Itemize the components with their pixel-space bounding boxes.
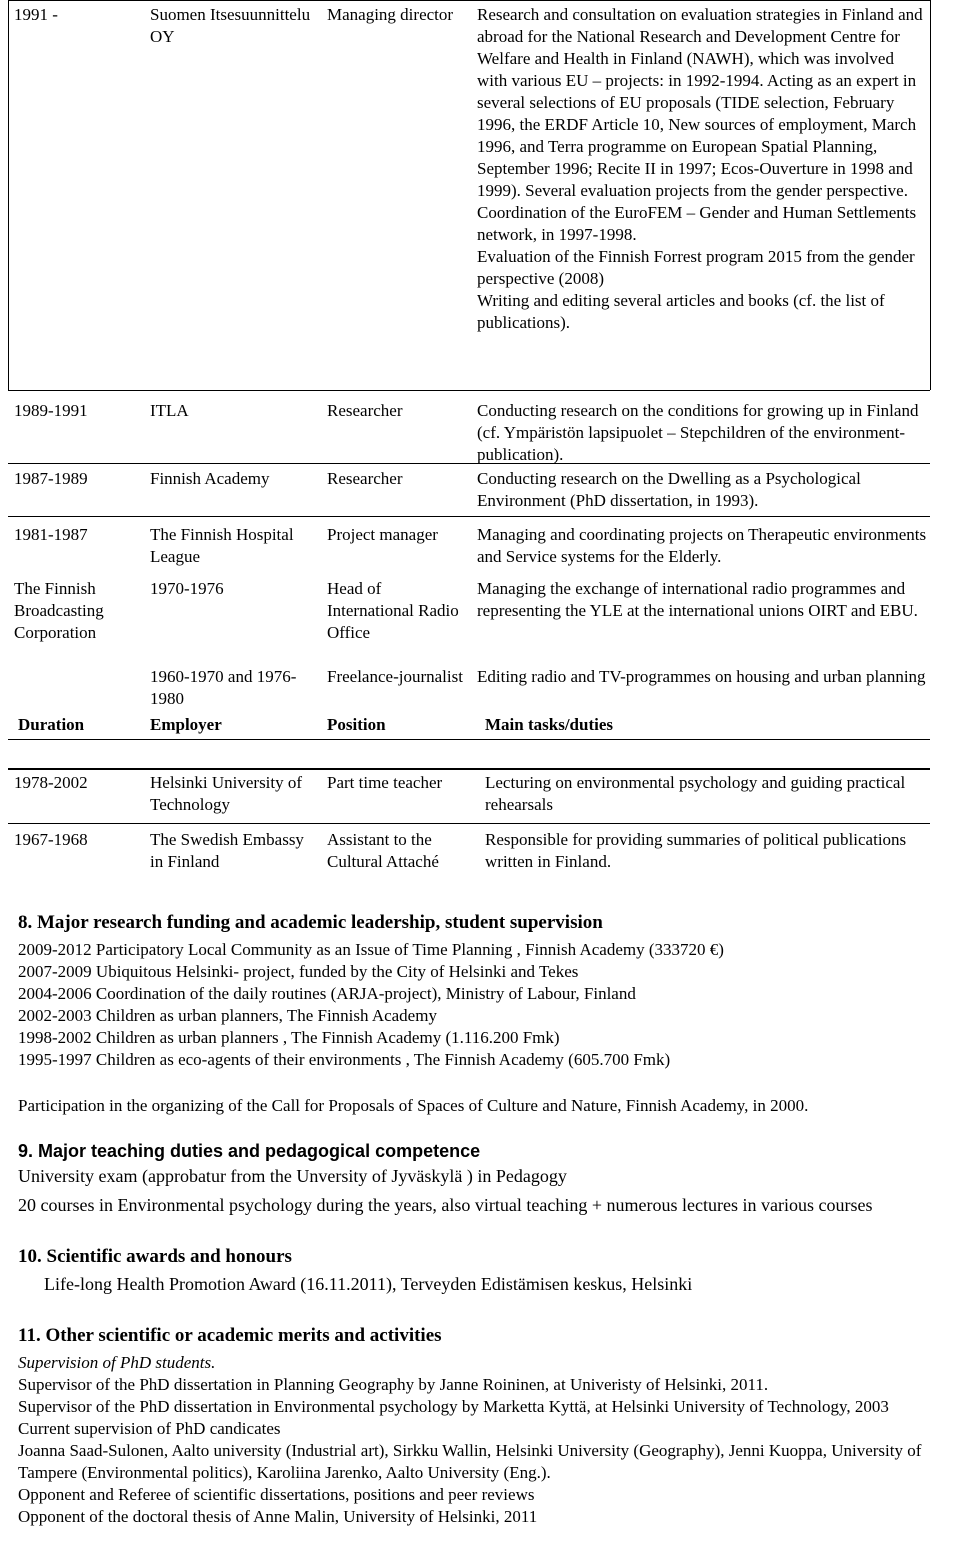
lower-table-top-border [8,768,930,770]
header-position: Position [327,715,386,734]
row-divider-3 [8,516,930,517]
merit-line: Supervisor of the PhD dissertation in Planning Geography by Janne Roininen, at Univeristy of Helsinki, 2011. [18,1375,769,1394]
section9-line2: 20 courses in Environmental psychology during the years, also virtual teaching + numerous lectures in various courses [18,1195,873,1215]
lower-row1-position: Part time teacher [327,773,443,792]
section8-participation: Participation in the organizing of the Call for Proposals of Spaces of Culture and Nature, Finnish Academy, in 2000. [18,1096,809,1115]
row5-tasks: Managing the exchange of international radio programmes and representing the YLE at the international unions OIRT and EBU. [477,579,918,620]
lower-row1-duration: 1978-2002 [14,773,88,792]
section10-title: 10. Scientific awards and honours [18,1246,292,1267]
funding-item: 2007-2009 Ubiquitous Helsinki- project, funded by the City of Helsinki and Tekes [18,962,579,981]
header-duration: Duration [18,715,85,734]
merit-line: Supervisor of the PhD dissertation in Environmental psychology by Marketta Kyttä, at Helsinki University of Technology, 2003 [18,1397,889,1416]
funding-item: 2004-2006 Coordination of the daily routines (ARJA-project), Ministry of Labour, Finland [18,984,636,1003]
row3-duration: 1987-1989 [14,469,88,488]
table-left-border [8,0,9,390]
row6-tasks: Editing radio and TV-programmes on housing and urban planning [477,667,926,686]
table-row-divider [8,390,930,391]
funding-item: 2002-2003 Children as urban planners, The Finnish Academy [18,1006,437,1025]
lower-row2-employer: The Swedish Embassy in Finland [150,830,304,871]
row3-position: Researcher [327,469,403,488]
section8-title: 8. Major research funding and academic leadership, student supervision [18,912,603,933]
lower-row2-tasks: Responsible for providing summaries of political publications written in Finland. [485,830,907,871]
funding-item: 2009-2012 Participatory Local Community as an Issue of Time Planning , Finnish Academy (333720 €) [18,940,724,959]
section8-list [18,939,938,1071]
row5-position: Head of International Radio Office [327,579,459,642]
row1-employer: Suomen Itsesuunnittelu OY [150,5,311,46]
section10-line1: Life-long Health Promotion Award (16.11.2011), Terveyden Edistämisen keskus, Helsinki [44,1274,693,1294]
merit-line: Joanna Saad-Sulonen, Aalto university (Industrial art), Sirkku Wallin, Helsinki University (Geography), Jenni Kuoppa, University of Tampere (Environmental politics), Karoliina Jarenko, Aalto University (Eng.). [18,1441,922,1482]
row1-tasks [477,4,927,334]
section9-title: 9. Major teaching duties and pedagogical competence [18,1141,481,1161]
header-tasks: Main tasks/duties [485,715,613,734]
row4-position: Project manager [327,525,438,544]
section9-line1: University exam (approbatur from the Unversity of Jyväskylä ) in Pedagogy [18,1166,567,1186]
row1-duration: 1991 - [14,5,58,24]
row1-tasks-main: Research and consultation on evaluation strategies in Finland and abroad for the National Research and Development Centre for Welfare and Health in Finland (NAWH), which was involved with various EU – projects: in 1992-1994. Acting as an expert in several selections of EU proposals (TIDE selection, February 1996, the ERDF Article 10, New sources of employment, March 1996, and Terra programme on European Spatial Planning, September 1996; Recite II in 1997; Ecos-Ouverture in 1998 and 1999). Several evaluation projects from the gender perspective. Coordination of the EuroFEM – Gender and Human Settlements network, in 1997-1998. [477,5,923,244]
row4-employer: The Finnish Hospital League [150,525,294,566]
merit-line: Current supervision of PhD candicates [18,1419,281,1438]
funding-item: 1998-2002 Children as urban planners , The Finnish Academy (1.116.200 Fmk) [18,1028,560,1047]
lower-row2-duration: 1967-1968 [14,830,88,849]
header-employer: Employer [150,715,222,734]
row4-tasks: Managing and coordinating projects on Therapeutic environments and Service systems for the Elderly. [477,525,927,566]
row5-duration: The Finnish Broadcasting Corporation [14,579,104,642]
row2-tasks: Conducting research on the conditions for growing up in Finland (cf. Ympäristön lapsipuolet – Stepchildren of the environment-publication). [477,401,919,464]
row1-tasks-writing: Writing and editing several articles and books (cf. the list of publications). [477,291,885,332]
row6-position: Freelance-journalist [327,667,463,686]
section11-subtitle: Supervision of PhD students. [18,1353,216,1372]
table-top-border [8,0,930,1]
row2-position: Researcher [327,401,403,420]
row3-employer: Finnish Academy [150,469,270,488]
row2-employer: ITLA [150,401,189,420]
header-underline [8,739,930,740]
table-right-border [930,0,931,390]
row3-tasks: Conducting research on the Dwelling as a Psychological Environment (PhD dissertation, in 1993). [477,469,861,510]
lower-row1-employer: Helsinki University of Technology [150,773,303,814]
row6-employer: 1960-1970 and 1976-1980 [150,667,297,708]
section11-list [18,1374,958,1528]
lower-row2-position: Assistant to the Cultural Attaché [327,830,439,871]
row4-duration: 1981-1987 [14,525,88,544]
merit-line: Opponent and Referee of scientific dissertations, positions and peer reviews [18,1485,535,1504]
row1-tasks-evaluation: Evaluation of the Finnish Forrest program 2015 from the gender perspective (2008) [477,247,915,288]
row5-employer: 1970-1976 [150,579,224,598]
row2-duration: 1989-1991 [14,401,88,420]
funding-item: 1995-1997 Children as eco-agents of their environments , The Finnish Academy (605.700 Fmk) [18,1050,671,1069]
merit-line: Opponent of the doctoral thesis of Anne Malin, University of Helsinki, 2011 [18,1507,538,1526]
row1-position: Managing director [327,5,454,24]
lower-row-divider [8,823,930,824]
lower-row1-tasks: Lecturing on environmental psychology and guiding practical rehearsals [485,773,906,814]
row-divider-2 [8,463,930,464]
section11-title: 11. Other scientific or academic merits and activities [18,1325,442,1346]
